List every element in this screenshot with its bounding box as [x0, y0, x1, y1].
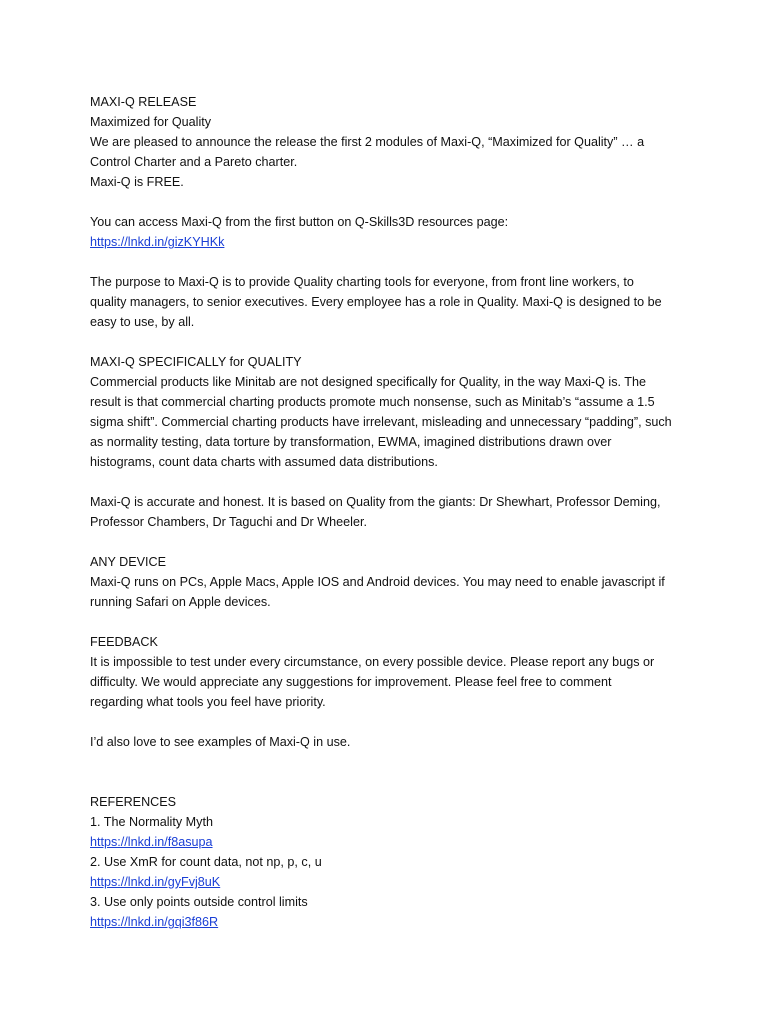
spacer	[90, 752, 690, 792]
device-heading: ANY DEVICE	[90, 555, 167, 569]
free-notice: Maxi-Q is FREE.	[90, 175, 184, 189]
reference-title: 2. Use XmR for count data, not np, p, c, u	[90, 855, 322, 869]
access-link-line	[90, 232, 690, 252]
reference-link-line	[90, 912, 690, 932]
resources-link[interactable]: https://lnkd.in/gizKYHKk	[90, 235, 225, 249]
device-line-1: Maxi-Q runs on PCs, Apple Macs, Apple IOS and Android devices. You may need to enable javascript if	[90, 575, 665, 589]
release-subheading: Maximized for Quality	[90, 115, 212, 129]
specific-heading: MAXI-Q SPECIFICALLY for QUALITY	[90, 355, 302, 369]
specific-line-5: histograms, count data charts with assumed data distributions.	[90, 455, 438, 469]
purpose-line-2: quality managers, to senior executives. Every employee has a role in Quality. Maxi-Q is designed to be	[90, 295, 662, 309]
specific-line-3: sigma shift”. Commercial charting products have irrelevant, misleading and unnecessary “padding”, such	[90, 415, 672, 429]
feedback-line-1: It is impossible to test under every circumstance, on every possible device. Please report any bugs or	[90, 655, 655, 669]
feedback-heading: FEEDBACK	[90, 635, 158, 649]
reference-link[interactable]: https://lnkd.in/f8asupa	[90, 835, 213, 849]
reference-title: 1. The Normality Myth	[90, 815, 213, 829]
spacer	[90, 332, 690, 352]
release-heading: MAXI-Q RELEASE	[90, 95, 197, 109]
spacer	[90, 712, 690, 732]
reference-link[interactable]: https://lnkd.in/gqi3f86R	[90, 915, 219, 929]
accurate-line-2: Professor Chambers, Dr Taguchi and Dr Wheeler.	[90, 515, 367, 529]
document-body	[90, 92, 690, 932]
examples-text: I’d also love to see examples of Maxi-Q in use.	[90, 735, 351, 749]
spacer	[90, 192, 690, 212]
specific-line-4: as normality testing, data torture by transformation, EWMA, imagined distributions drawn over	[90, 435, 612, 449]
accurate-line-1: Maxi-Q is accurate and honest. It is based on Quality from the giants: Dr Shewhart, Professor Deming,	[90, 495, 661, 509]
announce-line-2: Control Charter and a Pareto charter.	[90, 155, 298, 169]
feedback-line-2: difficulty. We would appreciate any suggestions for improvement. Please feel free to comment	[90, 675, 612, 689]
spacer	[90, 472, 690, 492]
reference-link-line	[90, 872, 690, 892]
specific-line-1: Commercial products like Minitab are not designed specifically for Quality, in the way Maxi-Q is. The	[90, 375, 646, 389]
reference-link[interactable]: https://lnkd.in/gyFvj8uK	[90, 875, 221, 889]
reference-link-line	[90, 832, 690, 852]
access-text: You can access Maxi-Q from the first button on Q-Skills3D resources page:	[90, 215, 509, 229]
spacer	[90, 612, 690, 632]
device-line-2: running Safari on Apple devices.	[90, 595, 271, 609]
purpose-line-3: easy to use, by all.	[90, 315, 195, 329]
specific-line-2: result is that commercial charting products promote much nonsense, such as Minitab’s “assume a 1.5	[90, 395, 655, 409]
reference-title: 3. Use only points outside control limits	[90, 895, 308, 909]
references-heading: REFERENCES	[90, 795, 177, 809]
spacer	[90, 532, 690, 552]
feedback-line-3: regarding what tools you feel have priority.	[90, 695, 326, 709]
spacer	[90, 252, 690, 272]
purpose-line-1: The purpose to Maxi-Q is to provide Quality charting tools for everyone, from front line workers, to	[90, 275, 634, 289]
announce-line-1: We are pleased to announce the release the first 2 modules of Maxi-Q, “Maximized for Quality” … a	[90, 135, 645, 149]
